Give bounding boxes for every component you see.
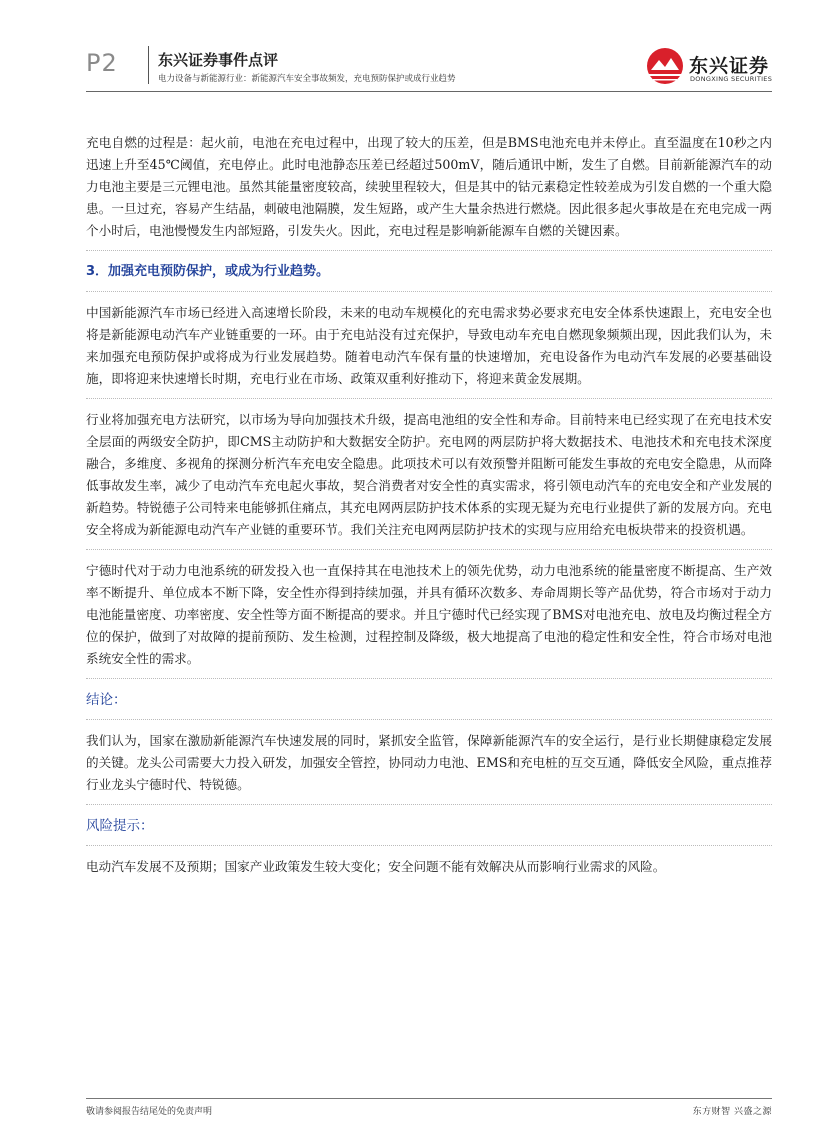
dotted-separator	[86, 549, 772, 551]
company-logo	[645, 46, 775, 86]
page-header	[0, 0, 827, 100]
dotted-separator	[86, 719, 772, 721]
doc-type-title: 东兴证券事件点评	[158, 51, 279, 69]
footer-rule	[86, 1098, 772, 1099]
dotted-separator	[86, 291, 772, 293]
conclusion-heading: 结论：	[86, 692, 127, 708]
logo-text-en: DONGXING SECURITIES	[690, 75, 773, 83]
dotted-separator	[86, 678, 772, 680]
risk-heading: 风险提示：	[86, 818, 154, 834]
header-rule	[86, 91, 772, 92]
dotted-separator	[86, 250, 772, 252]
dotted-separator	[86, 804, 772, 806]
page-footer	[0, 1098, 827, 1122]
paragraph-charging-process: 充电自燃的过程是：起火前，电池在充电过程中，出现了较大的压差，但是BMS电池充电并未停止。直至温度在10秒之内迅速上升至45℃阈值，充电停止。此时电池静态压差已经超过500mV，随后通讯中断，发生了自燃。目前新能源汽车的动力电池主要是三元锂电池。虽然其能量密度较高，续驶里程较大，但是其中的钴元素稳定性较差成为引发自燃的一个重大隐患。一旦过充，容易产生结晶，刺破电池隔膜，发生短路，或产生大量余热进行燃烧。因此很多起火事故是在充电完成一两个小时后，电池慢慢发生内部短路，引发失火。因此，充电过程是影响新能源车自燃的关键因素。	[86, 135, 772, 238]
logo-text-cn: 东兴证券	[689, 55, 770, 77]
section-heading-3: 3．加强充电预防保护，或成为行业趋势。	[86, 264, 330, 279]
paragraph-risk: 电动汽车发展不及预期；国家产业政策发生较大变化；安全问题不能有效解决从而影响行业需求的风险。	[86, 859, 666, 874]
doc-subtitle: 电力设备与新能源行业：新能源汽车安全事故频发，充电预防保护或成行业趋势	[158, 74, 456, 84]
dotted-separator	[86, 398, 772, 400]
page-content	[86, 132, 772, 878]
paragraph-market-trend: 中国新能源汽车市场已经进入高速增长阶段，未来的电动车规模化的充电需求势必要求充电安全体系快速跟上，充电安全也将是新能源电动汽车产业链重要的一环。由于充电站没有过充保护，导致电动车充电自燃现象频频出现，因此我们认为，未来加强充电预防保护或将成为行业发展趋势。随着电动汽车保有量的快速增加，充电设备作为电动汽车发展的必要基础设施，即将迎来快速增长时期，充电行业在市场、政策双重利好推动下，将迎来黄金发展期。	[86, 305, 772, 386]
paragraph-catl: 宁德时代对于动力电池系统的研发投入也一直保持其在电池技术上的领先优势，动力电池系统的能量密度不断提高、生产效率不断提升、单位成本不断下降，安全性亦得到持续加强，并具有循环次数多、寿命周期长等产品优势，符合市场对于动力电池能量密度、功率密度、安全性等方面不断提高的要求。并且宁德时代已经实现了BMS对电池充电、放电及均衡过程全方位的保护，做到了对故障的提前预防、发生检测，过程控制及降级，极大地提高了电池的稳定性和安全性，符合市场对电池系统安全性的需求。	[86, 563, 772, 666]
page-number: P2	[86, 49, 118, 77]
paragraph-conclusion: 我们认为，国家在激励新能源汽车快速发展的同时，紧抓安全监管，保障新能源汽车的安全运行，是行业长期健康稳定发展的关键。龙头公司需要大力投入研发，加强安全管控，协同动力电池、EMS和充电桩的互交互通，降低安全风险，重点推荐行业龙头宁德时代、特锐德。	[86, 733, 772, 792]
header-divider	[148, 46, 149, 84]
disclaimer-note: 敬请参阅报告结尾处的免责声明	[86, 1107, 213, 1117]
paragraph-technology: 行业将加强充电方法研究，以市场为导向加强技术升级，提高电池组的安全性和寿命。目前特来电已经实现了在充电技术安全层面的两级安全防护，即CMS主动防护和大数据安全防护。充电网的两层防护将大数据技术、电池技术和充电技术深度融合，多维度、多视角的探测分析汽车充电安全隐患。此项技术可以有效预警并阻断可能发生事故的充电安全隐患，从而降低事故发生率，减少了电动汽车充电起火事故，契合消费者对安全性的真实需求，将引领电动汽车的充电安全和产业发展的新趋势。特锐德子公司特来电能够抓住痛点，其充电网两层防护技术体系的实现无疑为充电行业提供了新的发展方向。充电安全将成为新能源电动汽车产业链的重要环节。我们关注充电网两层防护技术的实现与应用给充电板块带来的投资机遇。	[86, 412, 772, 537]
footer-slogan: 东方财智 兴盛之源	[692, 1107, 772, 1117]
logo-mark-icon	[645, 46, 685, 86]
dotted-separator	[86, 845, 772, 847]
